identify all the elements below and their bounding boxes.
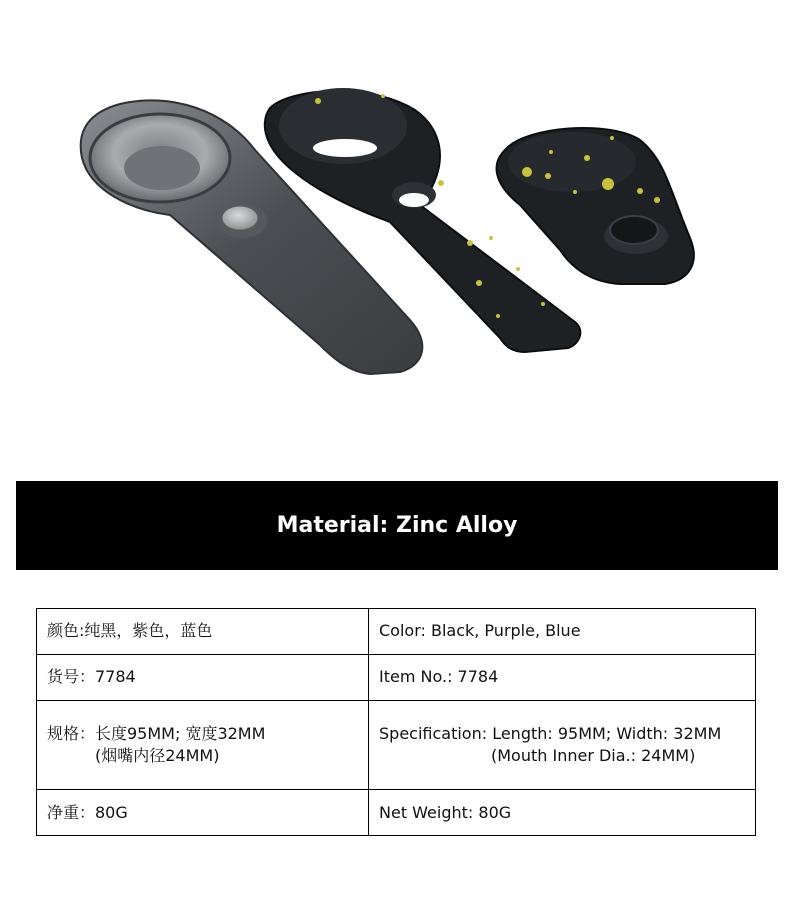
table-row-specification [37, 700, 756, 790]
table-row-color [37, 609, 756, 655]
specification-zh-cell [37, 700, 369, 790]
specification-zh-subline: (烟嘴内径24MM) [95, 745, 220, 765]
item-no-en-cell: Item No.: 7784 [369, 654, 756, 700]
specification-en-cell [369, 700, 756, 790]
item-no-zh-cell: 货号：7784 [37, 654, 369, 700]
color-zh-cell: 颜色:纯黑，紫色，蓝色 [37, 609, 369, 655]
material-title: Material: Zinc Alloy [276, 513, 518, 538]
table-row-item-no [37, 654, 756, 700]
specification-zh-line: 规格：长度95MM; 宽度32MM [47, 723, 266, 743]
black-speckled-cap-piece [497, 128, 694, 284]
specification-table [36, 608, 756, 836]
specification-en-subline: (Mouth Inner Dia.: 24MM) [491, 745, 696, 765]
specification-en-line: Specification: Length: 95MM; Width: 32MM [379, 723, 722, 743]
net-weight-zh-cell: 净重：80G [37, 790, 369, 836]
material-banner [16, 481, 778, 570]
color-en-cell: Color: Black, Purple, Blue [369, 609, 756, 655]
table-row-net-weight [37, 790, 756, 836]
net-weight-en-cell: Net Weight: 80G [369, 790, 756, 836]
